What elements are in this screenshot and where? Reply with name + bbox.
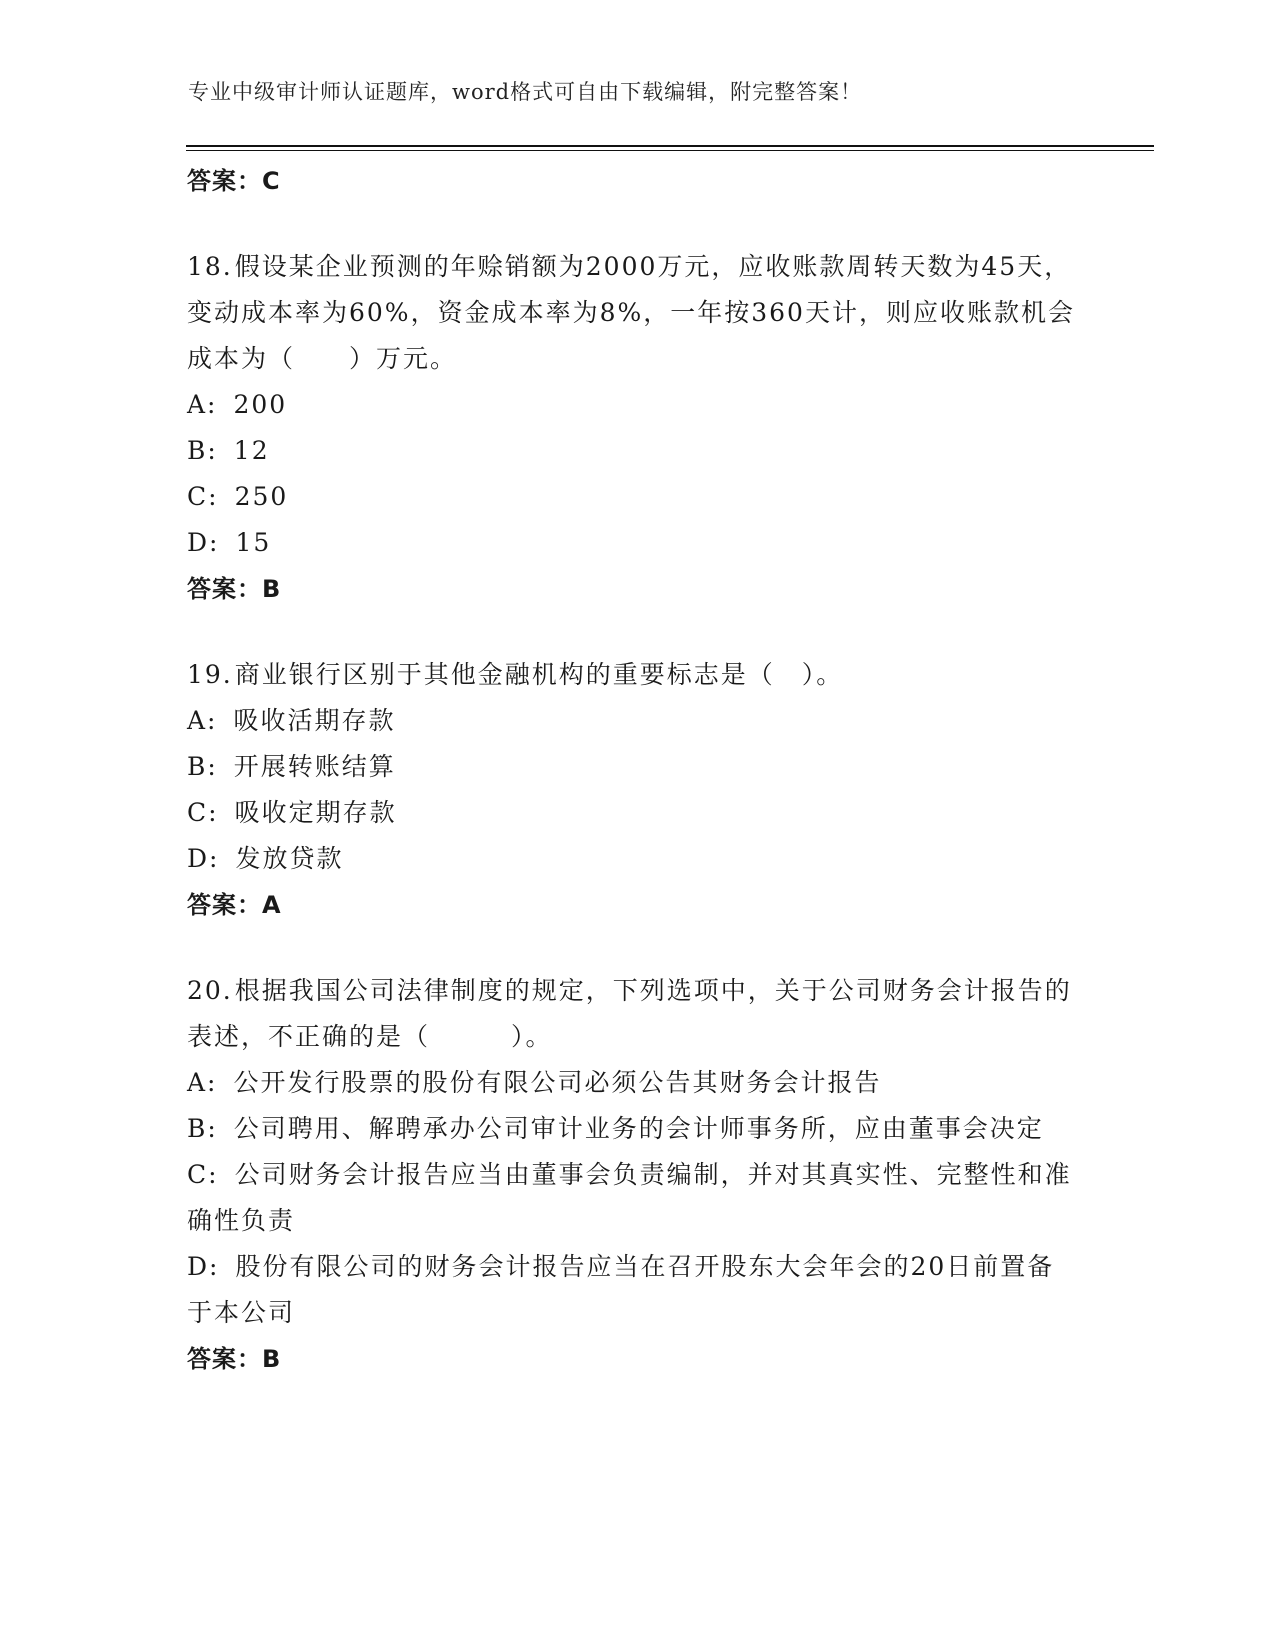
option-text: 15	[235, 528, 272, 557]
previous-answer: 答案：C	[187, 167, 281, 195]
question-text	[187, 968, 1077, 1060]
option-text: 开展转账结算	[233, 752, 396, 781]
option-b	[187, 428, 1077, 474]
option-text: 公司聘用、解聘承办公司审计业务的会计师事务所，应由董事会决定	[233, 1114, 1044, 1143]
question-number: 18.	[187, 252, 233, 281]
option-letter: D:	[187, 528, 220, 557]
question-18	[187, 244, 1077, 612]
option-letter: C:	[187, 482, 219, 511]
option-c	[187, 474, 1077, 520]
option-text: 吸收活期存款	[233, 706, 396, 735]
question-stem: 根据我国公司法律制度的规定，下列选项中，关于公司财务会计报告的表述，不正确的是（ ）。	[187, 976, 1072, 1051]
option-letter: B:	[187, 436, 218, 465]
option-letter: D:	[187, 844, 220, 873]
option-letter: A:	[187, 1068, 218, 1097]
option-d	[187, 836, 1077, 882]
option-letter: C:	[187, 1160, 219, 1189]
answer: 答案：A	[187, 891, 282, 919]
option-letter: B:	[187, 1114, 218, 1143]
option-letter: D:	[187, 1252, 220, 1281]
option-text: 公司财务会计报告应当由董事会负责编制，并对其真实性、完整性和准确性负责	[187, 1160, 1072, 1235]
question-text	[187, 652, 1077, 698]
answer: 答案：B	[187, 575, 282, 603]
option-text: 200	[233, 390, 288, 419]
option-b	[187, 744, 1077, 790]
question-text	[187, 244, 1077, 382]
page-header: 专业中级审计师认证题库，word格式可自由下载编辑，附完整答案！	[188, 80, 863, 104]
option-text: 发放贷款	[235, 844, 344, 873]
option-text: 吸收定期存款	[234, 798, 397, 827]
option-a	[187, 698, 1077, 744]
answer: 答案：B	[187, 1345, 282, 1373]
option-letter: B:	[187, 752, 218, 781]
option-letter: A:	[187, 706, 218, 735]
option-c	[187, 790, 1077, 836]
option-a	[187, 382, 1077, 428]
option-letter: A:	[187, 390, 218, 419]
question-number: 19.	[187, 660, 233, 689]
question-number: 20.	[187, 976, 233, 1005]
option-letter: C:	[187, 798, 219, 827]
document-body	[187, 158, 1077, 1382]
option-d	[187, 520, 1077, 566]
option-text: 12	[233, 436, 270, 465]
option-text: 250	[234, 482, 289, 511]
option-a	[187, 1060, 1077, 1106]
question-20	[187, 968, 1077, 1382]
option-text: 公开发行股票的股份有限公司必须公告其财务会计报告	[233, 1068, 882, 1097]
option-b	[187, 1106, 1077, 1152]
question-stem: 假设某企业预测的年赊销额为2000万元，应收账款周转天数为45天，变动成本率为60%，资金成本率为8%，一年按360天计，则应收账款机会成本为（ ）万元。	[187, 252, 1075, 373]
question-19	[187, 652, 1077, 928]
question-stem: 商业银行区别于其他金融机构的重要标志是（ ）。	[234, 660, 844, 689]
header-divider	[186, 145, 1154, 151]
option-text: 股份有限公司的财务会计报告应当在召开股东大会年会的20日前置备于本公司	[187, 1252, 1055, 1327]
option-c	[187, 1152, 1077, 1244]
option-d	[187, 1244, 1077, 1336]
